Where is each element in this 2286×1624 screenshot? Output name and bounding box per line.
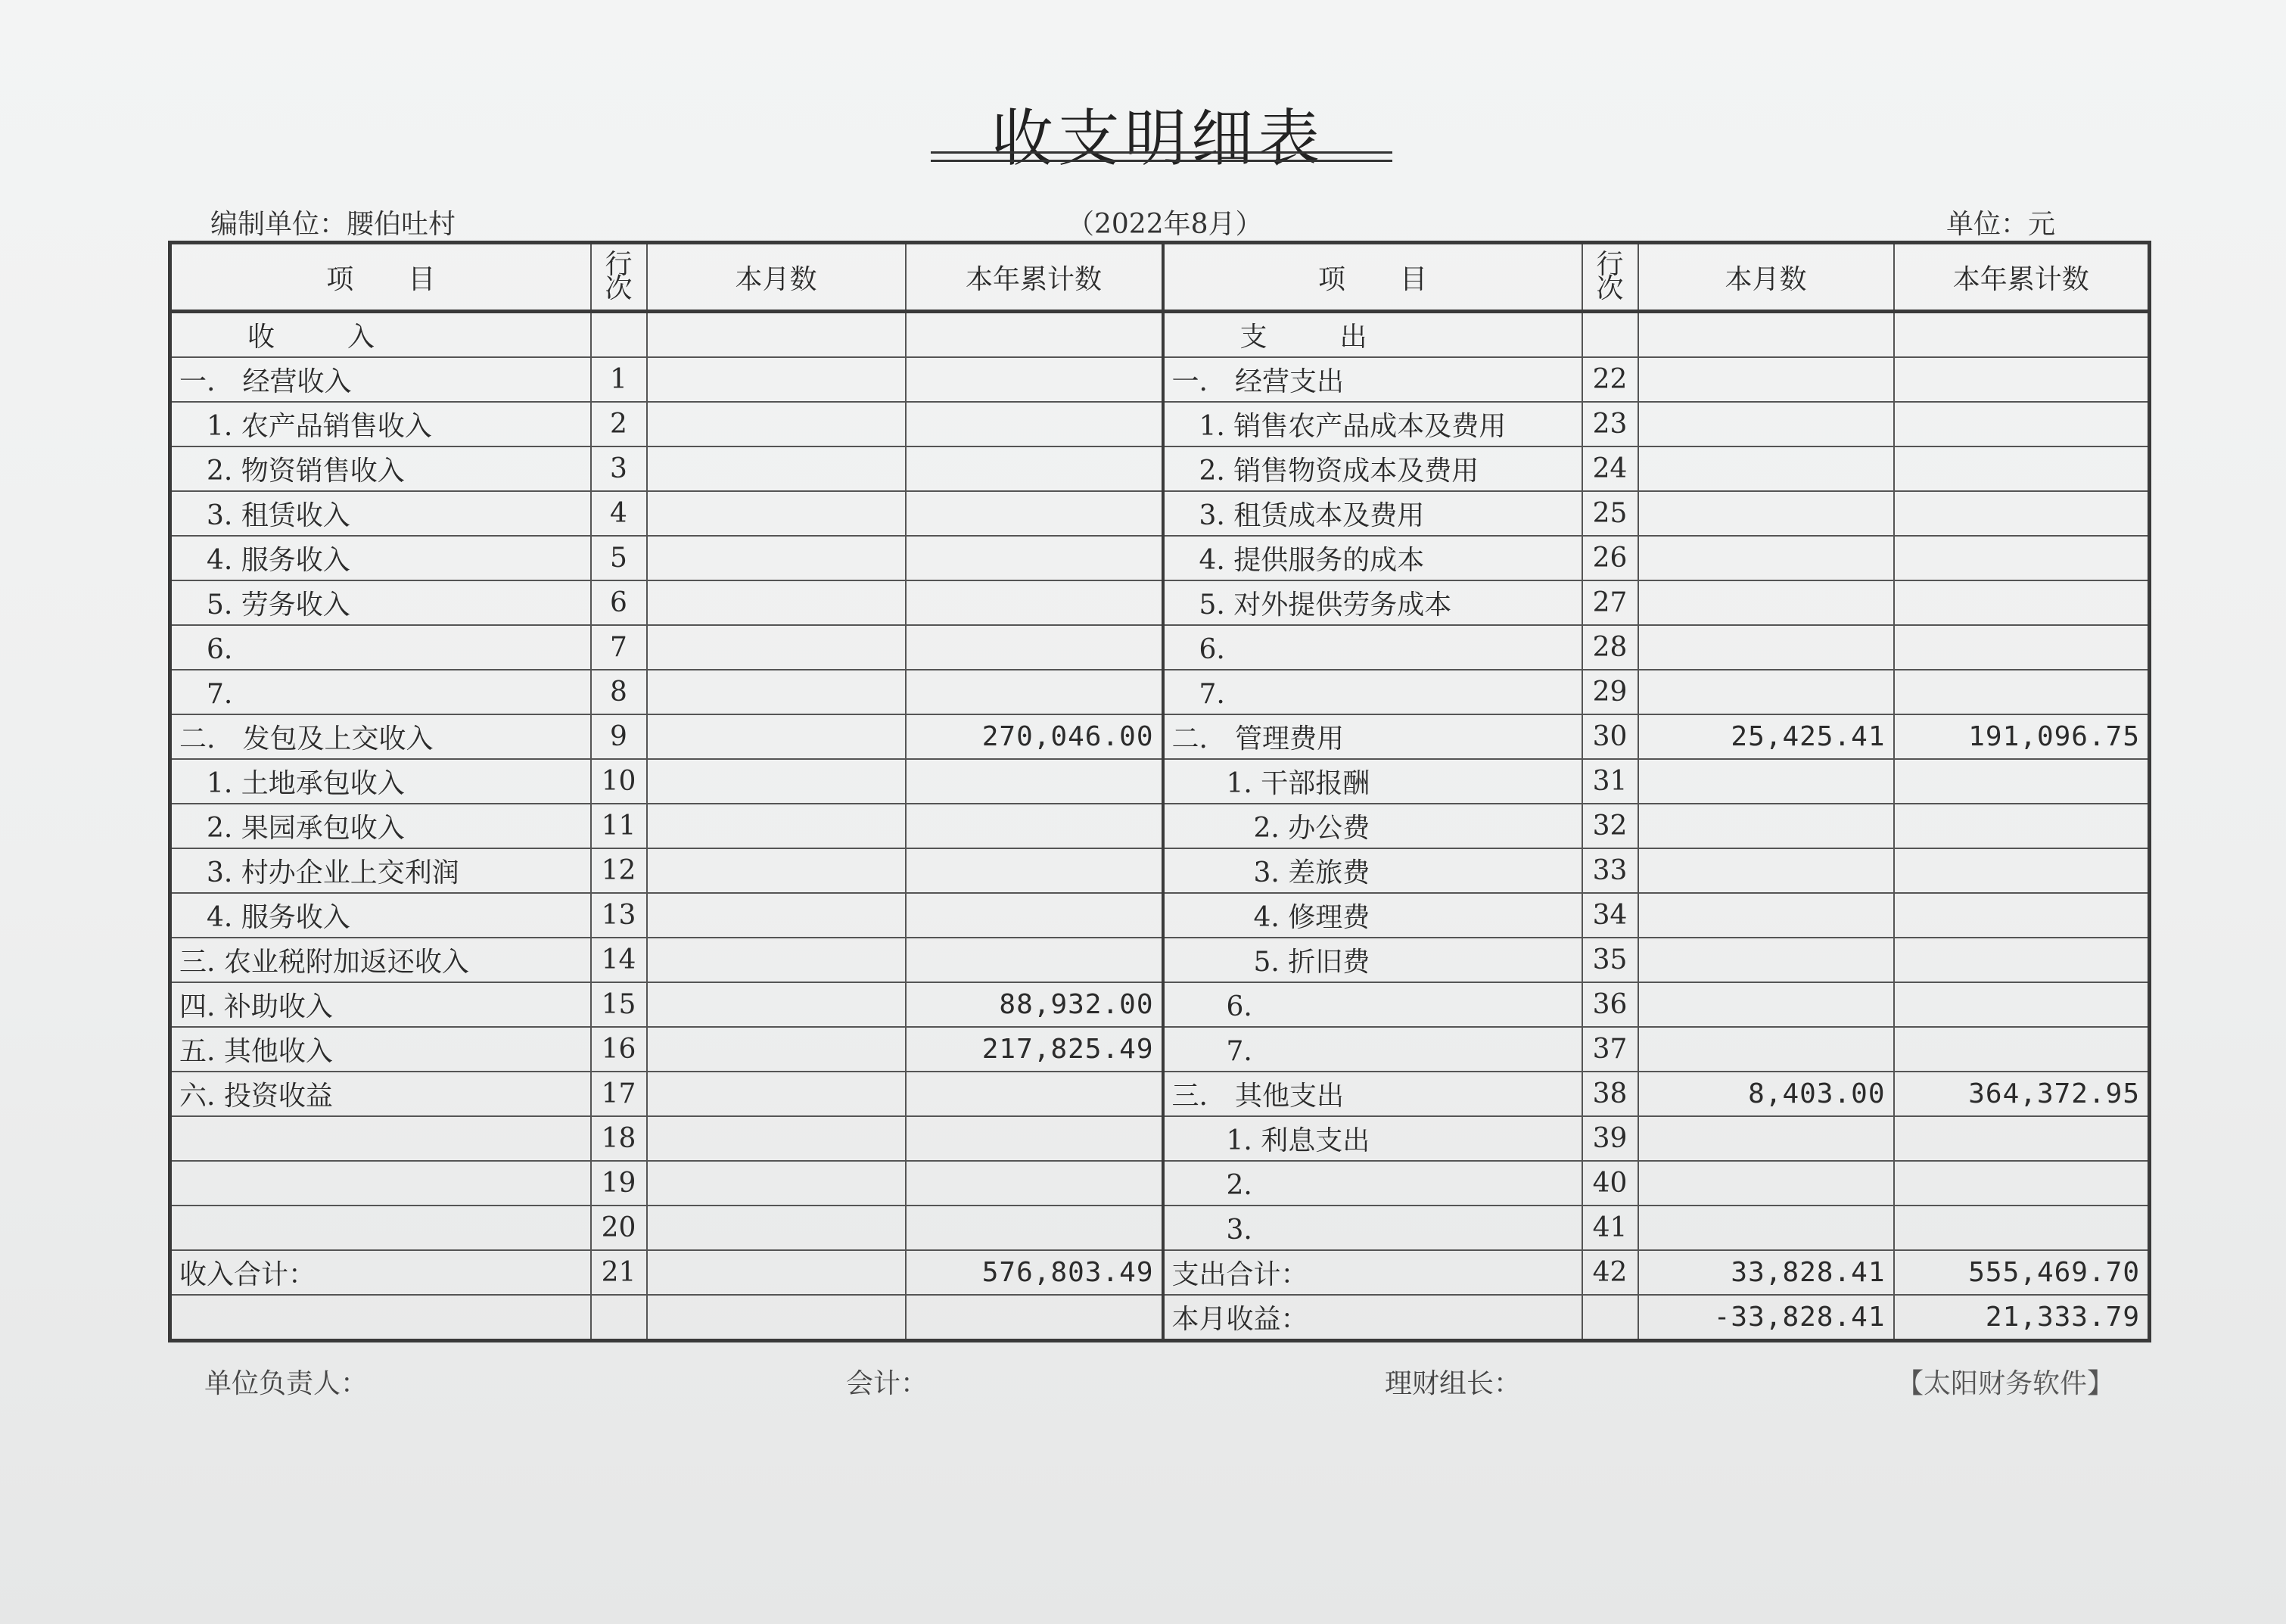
- cell-left-item: 3. 租赁收入: [170, 491, 591, 536]
- cell-right-ytd-amount: [1894, 893, 2150, 938]
- cell-left-month-amount: [647, 848, 906, 893]
- cell-right-line-no: 30: [1582, 714, 1638, 759]
- cell-left-month-amount: [647, 1161, 906, 1206]
- cell-left-month-amount: [647, 1295, 906, 1341]
- cell-left-line-no: 13: [591, 893, 647, 938]
- cell-right-month-amount: [1638, 982, 1894, 1027]
- table-row: [170, 1161, 2150, 1206]
- cell-left-item: 一. 经营收入: [170, 357, 591, 402]
- cell-right-item: 一. 经营支出: [1163, 357, 1582, 402]
- cell-left-line-no: [591, 312, 647, 358]
- cell-left-month-amount: [647, 938, 906, 982]
- cell-left-ytd-amount: [906, 893, 1163, 938]
- col-header-item-left: 项 目: [170, 243, 591, 312]
- cell-left-item: 四. 补助收入: [170, 982, 591, 1027]
- cell-right-month-amount: [1638, 536, 1894, 580]
- table-row: [170, 982, 2150, 1027]
- cell-right-month-amount: [1638, 312, 1894, 358]
- cell-left-item: 2. 物资销售收入: [170, 446, 591, 491]
- cell-right-item: 7.: [1163, 1027, 1582, 1072]
- cell-left-item: 五. 其他收入: [170, 1027, 591, 1072]
- cell-left-line-no: 14: [591, 938, 647, 982]
- cell-right-item: 5. 对外提供劳务成本: [1163, 580, 1582, 625]
- cell-left-item: 三. 农业税附加返还收入: [170, 938, 591, 982]
- cell-left-ytd-amount: [906, 848, 1163, 893]
- cell-right-line-no: 25: [1582, 491, 1638, 536]
- cell-left-line-no: 2: [591, 402, 647, 446]
- cell-left-item: [170, 1116, 591, 1161]
- cell-right-line-no: 27: [1582, 580, 1638, 625]
- cell-left-month-amount: [647, 759, 906, 804]
- cell-left-item: 1. 农产品销售收入: [170, 402, 591, 446]
- cell-left-month-amount: [647, 1116, 906, 1161]
- cell-right-line-no: [1582, 312, 1638, 358]
- cell-right-month-amount: -33,828.41: [1638, 1295, 1894, 1341]
- title-underline-second: [931, 160, 1392, 162]
- cell-left-ytd-amount: [906, 312, 1163, 358]
- table-row: [170, 312, 2150, 358]
- cell-right-month-amount: [1638, 491, 1894, 536]
- cell-left-item: 二. 发包及上交收入: [170, 714, 591, 759]
- table-row: [170, 357, 2150, 402]
- cell-left-item: 收 入: [170, 312, 591, 358]
- cell-right-ytd-amount: [1894, 982, 2150, 1027]
- cell-left-line-no: 11: [591, 804, 647, 848]
- cell-right-ytd-amount: 364,372.95: [1894, 1072, 2150, 1116]
- cell-left-ytd-amount: [906, 938, 1163, 982]
- cell-left-month-amount: [647, 804, 906, 848]
- cell-left-item: [170, 1206, 591, 1250]
- table-row: [170, 536, 2150, 580]
- cell-right-ytd-amount: [1894, 938, 2150, 982]
- cell-right-ytd-amount: 21,333.79: [1894, 1295, 2150, 1341]
- cell-right-item: 6.: [1163, 625, 1582, 670]
- cell-right-line-no: 32: [1582, 804, 1638, 848]
- table-row: [170, 893, 2150, 938]
- table-row: [170, 1027, 2150, 1072]
- cell-left-ytd-amount: [906, 580, 1163, 625]
- cell-right-month-amount: [1638, 580, 1894, 625]
- cell-right-ytd-amount: [1894, 491, 2150, 536]
- cell-left-month-amount: [647, 625, 906, 670]
- cell-left-line-no: [591, 1295, 647, 1341]
- cell-left-line-no: 4: [591, 491, 647, 536]
- col-header-item-right: 项 目: [1163, 243, 1582, 312]
- cell-right-month-amount: [1638, 357, 1894, 402]
- title-underline: [931, 151, 1392, 154]
- cell-right-item: 三. 其他支出: [1163, 1072, 1582, 1116]
- cell-right-month-amount: [1638, 446, 1894, 491]
- compiling-unit: 编制单位：腰伯吐村: [210, 209, 456, 240]
- cell-left-ytd-amount: [906, 1116, 1163, 1161]
- cell-right-ytd-amount: [1894, 1027, 2150, 1072]
- cell-right-line-no: 42: [1582, 1250, 1638, 1295]
- cell-left-month-amount: [647, 1027, 906, 1072]
- cell-left-line-no: 18: [591, 1116, 647, 1161]
- cell-right-month-amount: [1638, 1116, 1894, 1161]
- cell-right-line-no: 40: [1582, 1161, 1638, 1206]
- cell-right-ytd-amount: 191,096.75: [1894, 714, 2150, 759]
- cell-right-item: 支 出: [1163, 312, 1582, 358]
- cell-left-month-amount: [647, 312, 906, 358]
- table-row: [170, 848, 2150, 893]
- cell-left-ytd-amount: [906, 1206, 1163, 1250]
- cell-right-month-amount: [1638, 1206, 1894, 1250]
- cell-right-ytd-amount: [1894, 804, 2150, 848]
- cell-left-ytd-amount: [906, 1072, 1163, 1116]
- cell-left-line-no: 5: [591, 536, 647, 580]
- cell-right-month-amount: [1638, 1027, 1894, 1072]
- cell-left-ytd-amount: [906, 402, 1163, 446]
- income-expense-table: [168, 241, 2151, 1342]
- cell-right-line-no: 23: [1582, 402, 1638, 446]
- cell-right-month-amount: [1638, 893, 1894, 938]
- cell-right-item: 7.: [1163, 670, 1582, 714]
- cell-left-item: 2. 果园承包收入: [170, 804, 591, 848]
- table-row: [170, 759, 2150, 804]
- col-header-line-left: 行 次: [591, 243, 647, 312]
- table-row: [170, 1206, 2150, 1250]
- cell-right-month-amount: [1638, 848, 1894, 893]
- cell-left-ytd-amount: [906, 357, 1163, 402]
- table-row: [170, 670, 2150, 714]
- cell-left-month-amount: [647, 1072, 906, 1116]
- cell-right-ytd-amount: [1894, 536, 2150, 580]
- cell-left-line-no: 9: [591, 714, 647, 759]
- cell-left-ytd-amount: [906, 491, 1163, 536]
- cell-right-item: 1. 利息支出: [1163, 1116, 1582, 1161]
- table-row: [170, 1295, 2150, 1341]
- col-header-ytd-left: 本年累计数: [906, 243, 1163, 312]
- cell-left-item: 1. 土地承包收入: [170, 759, 591, 804]
- cell-left-line-no: 20: [591, 1206, 647, 1250]
- currency-unit: 单位：元: [1946, 209, 2056, 240]
- footer-unit-principal: 单位负责人：: [204, 1368, 369, 1399]
- cell-right-line-no: 22: [1582, 357, 1638, 402]
- cell-right-item: 本月收益：: [1163, 1295, 1582, 1341]
- cell-left-ytd-amount: [906, 1161, 1163, 1206]
- cell-left-month-amount: [647, 714, 906, 759]
- cell-left-ytd-amount: [906, 625, 1163, 670]
- cell-left-month-amount: [647, 670, 906, 714]
- cell-right-item: 2. 办公费: [1163, 804, 1582, 848]
- cell-right-ytd-amount: [1894, 848, 2150, 893]
- cell-left-month-amount: [647, 357, 906, 402]
- cell-left-month-amount: [647, 1250, 906, 1295]
- cell-right-item: 4. 提供服务的成本: [1163, 536, 1582, 580]
- cell-left-ytd-amount: 217,825.49: [906, 1027, 1163, 1072]
- cell-right-line-no: 26: [1582, 536, 1638, 580]
- cell-right-ytd-amount: [1894, 580, 2150, 625]
- cell-left-line-no: 3: [591, 446, 647, 491]
- table-row: [170, 402, 2150, 446]
- cell-left-item: [170, 1161, 591, 1206]
- footer-software-name: 【太阳财务软件】: [1896, 1368, 2115, 1399]
- footer-finance-leader: 理财组长：: [1385, 1368, 1522, 1399]
- table-row: [170, 491, 2150, 536]
- cell-left-line-no: 6: [591, 580, 647, 625]
- cell-right-ytd-amount: [1894, 625, 2150, 670]
- cell-left-ytd-amount: [906, 536, 1163, 580]
- cell-left-ytd-amount: [906, 446, 1163, 491]
- cell-right-ytd-amount: [1894, 1206, 2150, 1250]
- cell-right-month-amount: 25,425.41: [1638, 714, 1894, 759]
- cell-left-ytd-amount: [906, 804, 1163, 848]
- table-row: [170, 714, 2150, 759]
- cell-right-ytd-amount: [1894, 670, 2150, 714]
- cell-right-ytd-amount: [1894, 402, 2150, 446]
- cell-right-line-no: 31: [1582, 759, 1638, 804]
- cell-left-item: 收入合计：: [170, 1250, 591, 1295]
- cell-right-month-amount: [1638, 804, 1894, 848]
- cell-right-line-no: 28: [1582, 625, 1638, 670]
- page-title: 收支明细表: [991, 103, 1324, 175]
- table-row: [170, 446, 2150, 491]
- cell-right-item: 3. 差旅费: [1163, 848, 1582, 893]
- cell-right-month-amount: [1638, 938, 1894, 982]
- cell-left-ytd-amount: 270,046.00: [906, 714, 1163, 759]
- cell-left-line-no: 15: [591, 982, 647, 1027]
- cell-right-item: 1. 干部报酬: [1163, 759, 1582, 804]
- cell-right-item: 1. 销售农产品成本及费用: [1163, 402, 1582, 446]
- cell-left-line-no: 10: [591, 759, 647, 804]
- cell-right-line-no: 34: [1582, 893, 1638, 938]
- cell-right-item: 二. 管理费用: [1163, 714, 1582, 759]
- cell-right-item: 支出合计：: [1163, 1250, 1582, 1295]
- cell-right-line-no: 39: [1582, 1116, 1638, 1161]
- col-header-ytd-right: 本年累计数: [1894, 243, 2150, 312]
- cell-right-month-amount: [1638, 402, 1894, 446]
- cell-right-item: 2.: [1163, 1161, 1582, 1206]
- col-header-line-right: 行 次: [1582, 243, 1638, 312]
- cell-left-month-amount: [647, 491, 906, 536]
- cell-right-month-amount: 8,403.00: [1638, 1072, 1894, 1116]
- cell-right-item: 3.: [1163, 1206, 1582, 1250]
- cell-left-item: 7.: [170, 670, 591, 714]
- cell-left-month-amount: [647, 893, 906, 938]
- cell-right-month-amount: [1638, 670, 1894, 714]
- cell-left-line-no: 16: [591, 1027, 647, 1072]
- cell-right-month-amount: [1638, 1161, 1894, 1206]
- cell-left-ytd-amount: [906, 1295, 1163, 1341]
- cell-right-month-amount: [1638, 759, 1894, 804]
- cell-right-ytd-amount: 555,469.70: [1894, 1250, 2150, 1295]
- table-row: [170, 938, 2150, 982]
- table-row: [170, 1250, 2150, 1295]
- cell-left-month-amount: [647, 402, 906, 446]
- table-row: [170, 1116, 2150, 1161]
- cell-left-line-no: 8: [591, 670, 647, 714]
- table-row: [170, 1072, 2150, 1116]
- cell-right-line-no: 38: [1582, 1072, 1638, 1116]
- cell-left-item: 4. 服务收入: [170, 893, 591, 938]
- cell-right-item: 6.: [1163, 982, 1582, 1027]
- cell-left-month-amount: [647, 982, 906, 1027]
- cell-right-ytd-amount: [1894, 357, 2150, 402]
- cell-right-ytd-amount: [1894, 759, 2150, 804]
- col-header-month-left: 本月数: [647, 243, 906, 312]
- cell-right-line-no: 33: [1582, 848, 1638, 893]
- cell-right-ytd-amount: [1894, 1116, 2150, 1161]
- cell-left-line-no: 12: [591, 848, 647, 893]
- cell-left-ytd-amount: [906, 759, 1163, 804]
- cell-right-line-no: 24: [1582, 446, 1638, 491]
- cell-left-line-no: 7: [591, 625, 647, 670]
- cell-right-item: 4. 修理费: [1163, 893, 1582, 938]
- cell-right-ytd-amount: [1894, 312, 2150, 358]
- cell-right-item: 3. 租赁成本及费用: [1163, 491, 1582, 536]
- cell-right-month-amount: [1638, 625, 1894, 670]
- footer-accountant: 会计：: [846, 1368, 928, 1399]
- cell-left-month-amount: [647, 1206, 906, 1250]
- cell-right-line-no: 37: [1582, 1027, 1638, 1072]
- cell-left-item: [170, 1295, 591, 1341]
- table-header-row: [170, 243, 2150, 312]
- cell-right-item: 2. 销售物资成本及费用: [1163, 446, 1582, 491]
- cell-right-ytd-amount: [1894, 1161, 2150, 1206]
- cell-left-line-no: 19: [591, 1161, 647, 1206]
- cell-left-line-no: 21: [591, 1250, 647, 1295]
- cell-left-item: 六. 投资收益: [170, 1072, 591, 1116]
- cell-right-line-no: 35: [1582, 938, 1638, 982]
- table-row: [170, 804, 2150, 848]
- cell-left-month-amount: [647, 536, 906, 580]
- col-header-month-right: 本月数: [1638, 243, 1894, 312]
- cell-right-month-amount: 33,828.41: [1638, 1250, 1894, 1295]
- cell-right-line-no: 36: [1582, 982, 1638, 1027]
- cell-right-line-no: [1582, 1295, 1638, 1341]
- cell-left-item: 3. 村办企业上交利润: [170, 848, 591, 893]
- cell-left-ytd-amount: 576,803.49: [906, 1250, 1163, 1295]
- cell-left-item: 5. 劳务收入: [170, 580, 591, 625]
- cell-right-line-no: 41: [1582, 1206, 1638, 1250]
- report-period: （2022年8月）: [1067, 209, 1263, 240]
- cell-right-line-no: 29: [1582, 670, 1638, 714]
- table-row: [170, 625, 2150, 670]
- cell-left-month-amount: [647, 580, 906, 625]
- cell-left-ytd-amount: [906, 670, 1163, 714]
- cell-right-ytd-amount: [1894, 446, 2150, 491]
- cell-left-month-amount: [647, 446, 906, 491]
- cell-left-item: 4. 服务收入: [170, 536, 591, 580]
- cell-left-line-no: 1: [591, 357, 647, 402]
- cell-right-item: 5. 折旧费: [1163, 938, 1582, 982]
- table-row: [170, 580, 2150, 625]
- cell-left-line-no: 17: [591, 1072, 647, 1116]
- cell-left-item: 6.: [170, 625, 591, 670]
- cell-left-ytd-amount: 88,932.00: [906, 982, 1163, 1027]
